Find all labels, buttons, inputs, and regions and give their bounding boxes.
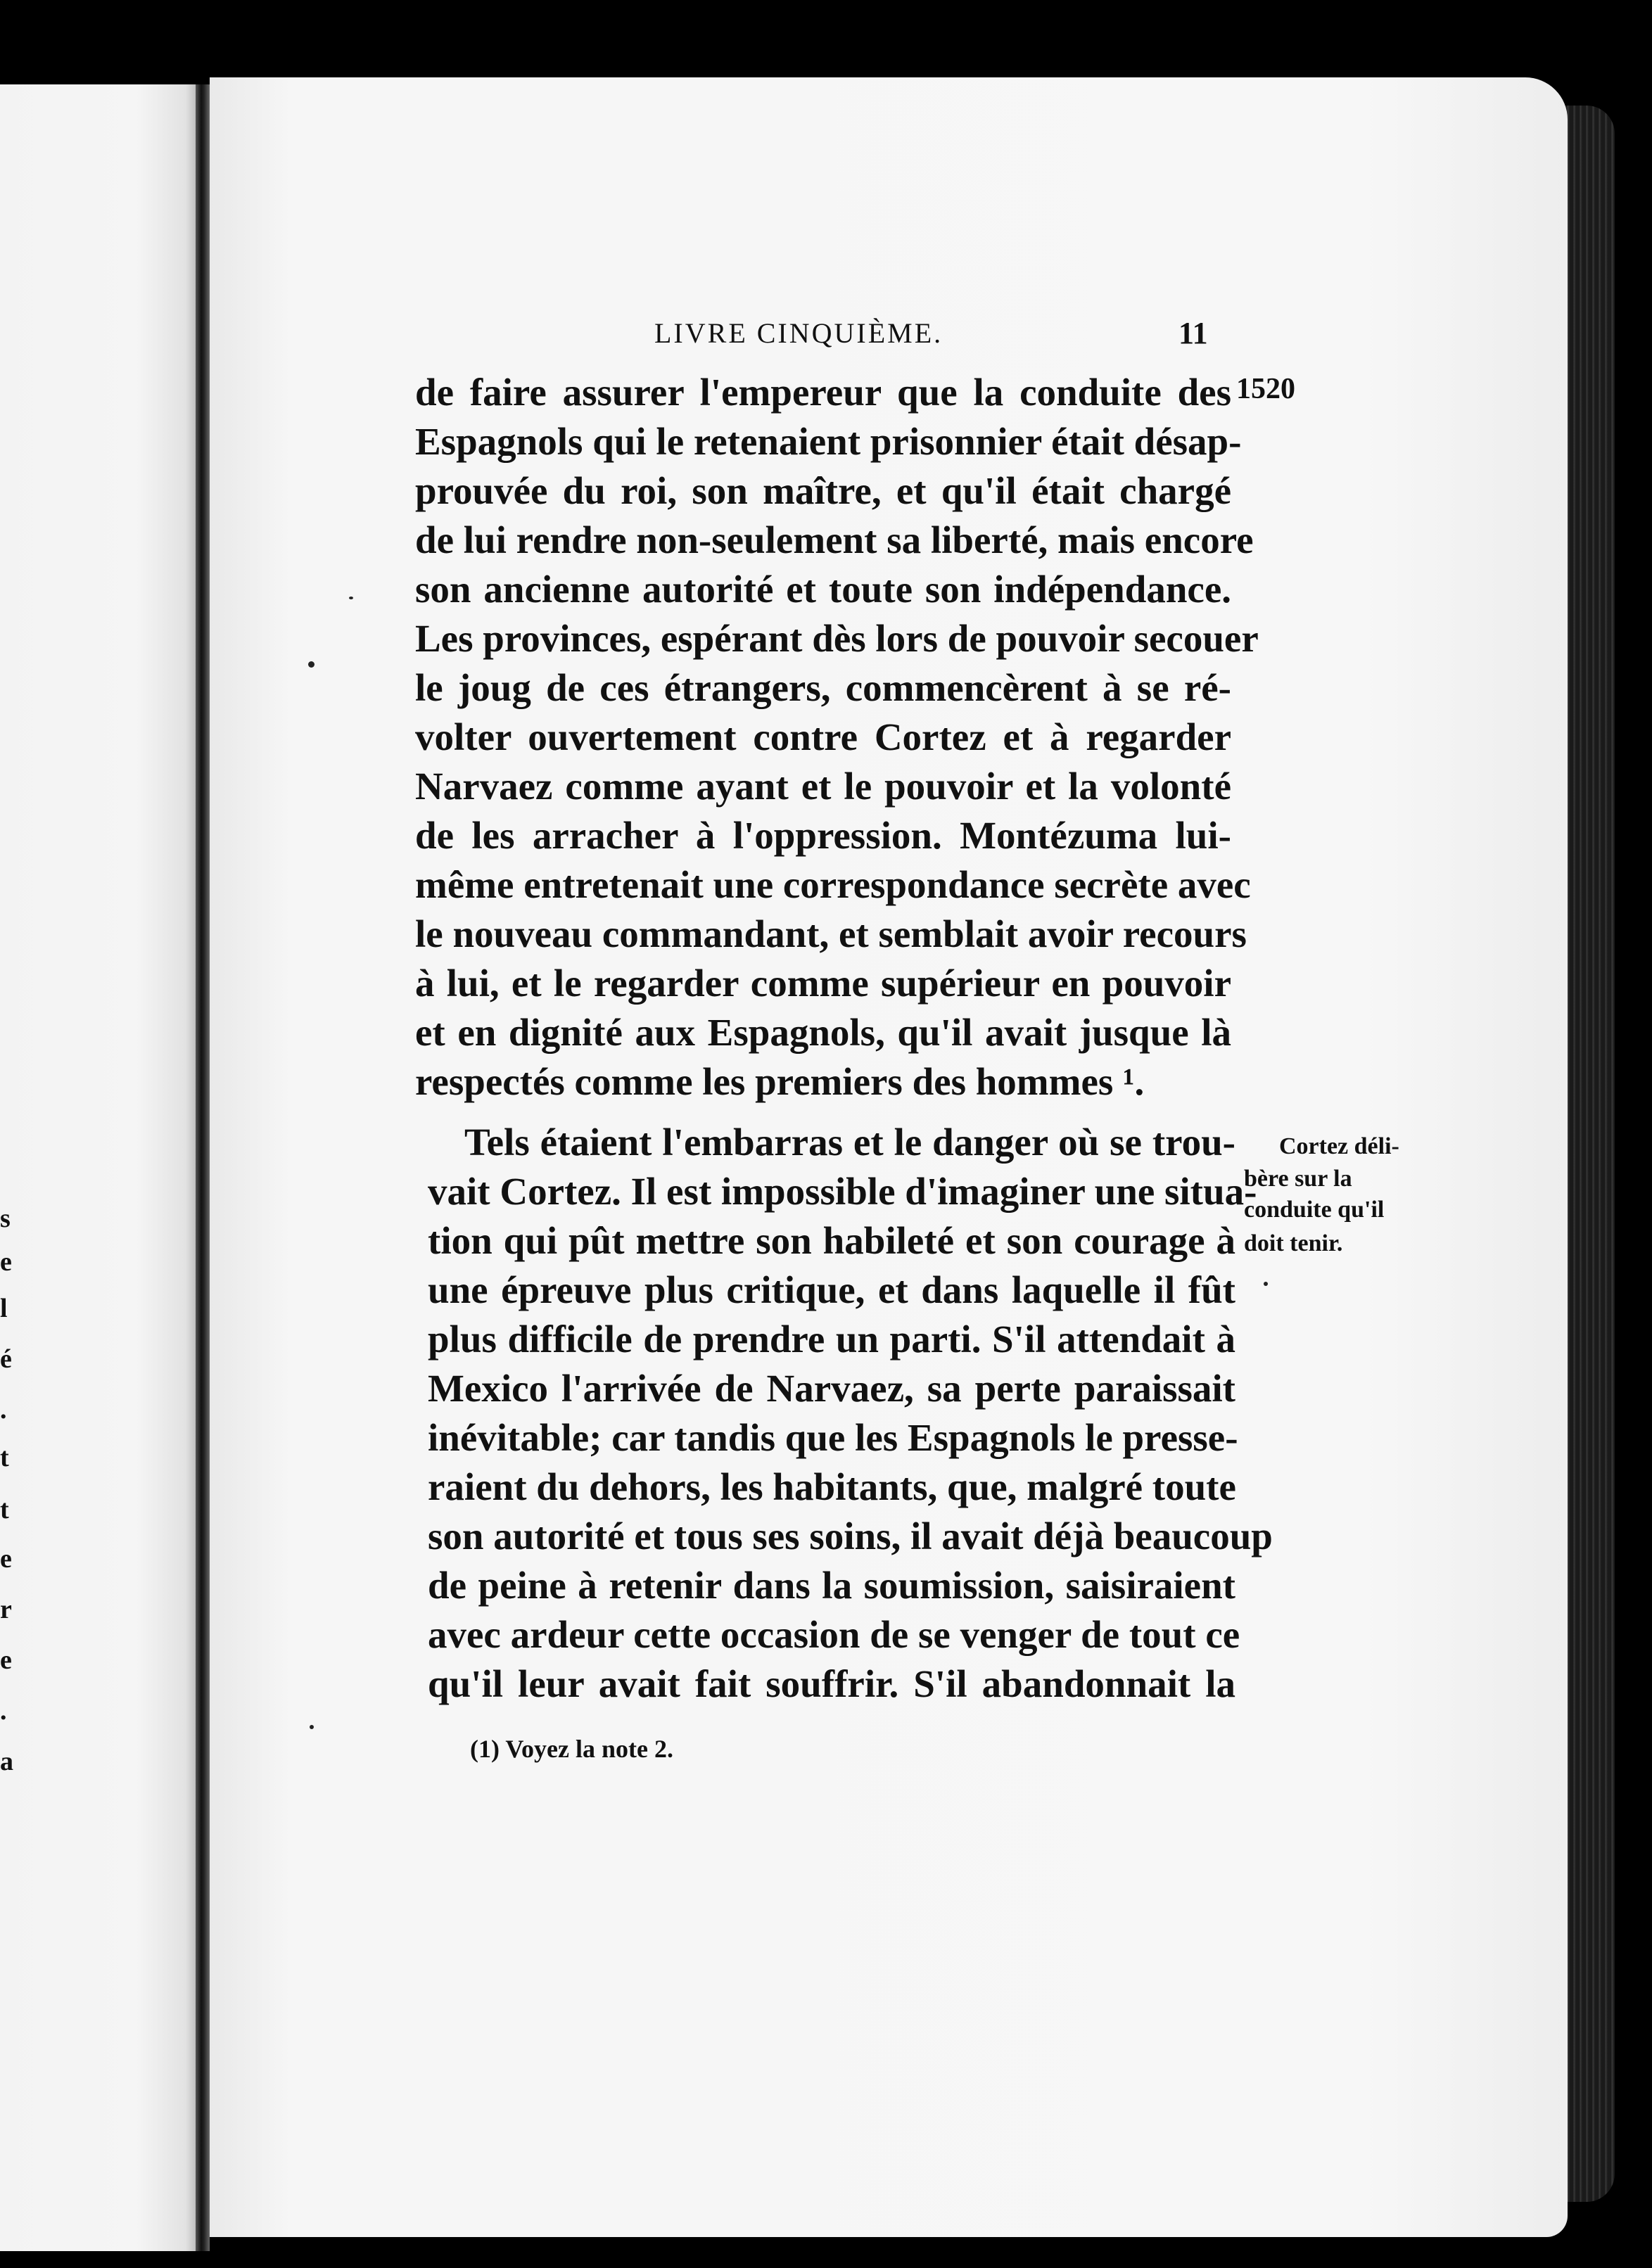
text-line: son ancienne autorité et toute son indépendance. bbox=[415, 568, 1231, 611]
edge-glyph: a bbox=[0, 1747, 13, 1776]
scan-speck bbox=[310, 1725, 314, 1729]
margin-year: 1520 bbox=[1236, 373, 1295, 405]
text-line: une épreuve plus critique, et dans laquelle il fût bbox=[428, 1268, 1235, 1311]
text-line: et en dignité aux Espagnols, qu'il avait jusque là bbox=[415, 1011, 1231, 1054]
edge-glyph: é bbox=[0, 1344, 12, 1374]
text-line: prouvée du roi, son maître, et qu'il était chargé bbox=[415, 469, 1231, 512]
text-line: de peine à retenir dans la soumission, saisiraient bbox=[428, 1564, 1235, 1607]
scan-speck bbox=[349, 597, 353, 599]
margin-note-line: conduite qu'il bbox=[1244, 1197, 1385, 1223]
margin-note-line: doit tenir. bbox=[1244, 1230, 1343, 1256]
edge-glyph: t bbox=[0, 1495, 9, 1524]
text-line: son autorité et tous ses soins, il avait déjà beaucoup bbox=[428, 1515, 1273, 1557]
edge-glyph: . bbox=[0, 1696, 7, 1726]
text-line: vait Cortez. Il est impossible d'imaginer une situa- bbox=[428, 1170, 1257, 1213]
edge-glyph: s bbox=[0, 1204, 11, 1233]
edge-glyph: l bbox=[0, 1294, 8, 1323]
text-line: respectés comme les premiers des hommes ¹. bbox=[415, 1060, 1145, 1103]
text-line: Narvaez comme ayant et le pouvoir et la volonté bbox=[415, 765, 1231, 808]
text-line: le nouveau commandant, et semblait avoir recours bbox=[415, 912, 1247, 955]
book-gutter bbox=[196, 84, 210, 2251]
text-line: inévitable; car tandis que les Espagnols le presse- bbox=[428, 1416, 1238, 1459]
text-line: de faire assurer l'empereur que la conduite des bbox=[415, 371, 1231, 414]
running-title: LIVRE CINQUIÈME. bbox=[654, 317, 943, 349]
text-line: Mexico l'arrivée de Narvaez, sa perte paraissait bbox=[428, 1367, 1235, 1410]
edge-glyph: . bbox=[0, 1395, 7, 1425]
edge-glyph: r bbox=[0, 1595, 12, 1624]
margin-note-line: Cortez déli- bbox=[1279, 1133, 1399, 1159]
text-line: même entretenait une correspondance secrète avec bbox=[415, 863, 1251, 906]
edge-glyph: t bbox=[0, 1443, 9, 1472]
text-line: tion qui pût mettre son habileté et son courage à bbox=[428, 1219, 1235, 1262]
text-line: de les arracher à l'oppression. Montézuma lui- bbox=[415, 814, 1231, 857]
text-line: le joug de ces étrangers, commencèrent à se ré- bbox=[415, 666, 1231, 709]
text-line: plus difficile de prendre un parti. S'il attendait à bbox=[428, 1318, 1235, 1361]
edge-glyph: e bbox=[0, 1544, 12, 1574]
text-line: Espagnols qui le retenaient prisonnier était désap- bbox=[415, 420, 1242, 463]
page-number: 11 bbox=[1178, 316, 1208, 350]
previous-page-edge bbox=[0, 84, 196, 2251]
scan-speck bbox=[1264, 1282, 1268, 1286]
text-line: qu'il leur avait fait souffrir. S'il abandonnait la bbox=[428, 1662, 1235, 1705]
margin-note-line: bère sur la bbox=[1244, 1166, 1352, 1192]
text-line: raient du dehors, les habitants, que, malgré toute bbox=[428, 1465, 1236, 1508]
text-line: de lui rendre non-seulement sa liberté, mais encore bbox=[415, 518, 1254, 561]
text-line: volter ouvertement contre Cortez et à regarder bbox=[415, 715, 1231, 758]
edge-glyph: e bbox=[0, 1247, 12, 1277]
text-line: Tels étaient l'embarras et le danger où se trou- bbox=[464, 1121, 1235, 1164]
footnote: (1) Voyez la note 2. bbox=[470, 1735, 673, 1763]
text-line: Les provinces, espérant dès lors de pouvoir secouer bbox=[415, 617, 1259, 660]
scan-speck bbox=[308, 661, 314, 668]
text-line: avec ardeur cette occasion de se venger de tout ce bbox=[428, 1613, 1240, 1656]
text-line: à lui, et le regarder comme supérieur en pouvoir bbox=[415, 962, 1231, 1005]
edge-glyph: e bbox=[0, 1645, 12, 1675]
